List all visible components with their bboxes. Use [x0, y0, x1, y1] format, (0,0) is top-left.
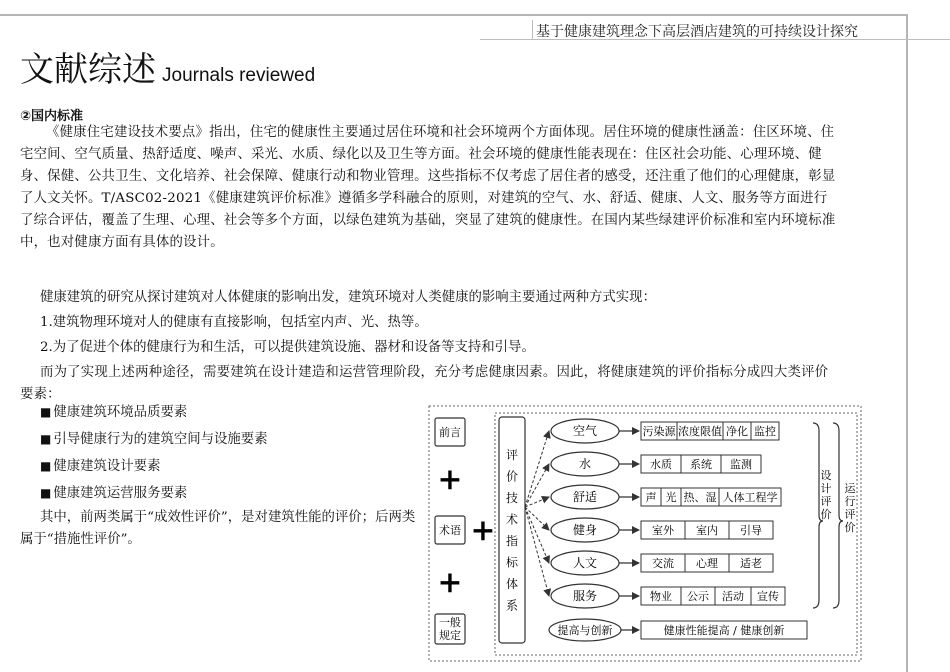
box-terms: [435, 516, 465, 544]
item-label: 热、湿: [683, 491, 717, 504]
category-label: 服务: [572, 589, 598, 603]
plus-sign: +: [470, 513, 496, 548]
item-label: 心理: [696, 557, 718, 570]
svg-text:规定: 规定: [439, 629, 461, 642]
paragraph-1: 《健康住宅建设技术要点》指出，住宅的健康性主要通过居住环境和社会环境两个方面体现。居住环境的健康性涵盖：住区环境、住宅空间、空气质量、热舒适度、噪声、采光、水质、绿化以及卫生等方面。社会环境的健康性能表现在：住区社会功能、心理环境、健身、保健、公共卫生、文化培养、社会保障、健康行动和物业管理。这些指标不仅考虑了居住者的感受，还注重了他们的心理健康，彰显了人文关怀。T/ASC02-2021《健康建筑评价标准》遵循多学科融合的原则，对建筑的空气、水、舒适、健康、人文、服务等方面进行了综合评估，覆盖了生理、心理、社会等多个方面，以绿色建筑为基础，突显了建筑的健康性。在国内某些绿建评价标准和室内环境标准中，也对健康方面有具体的设计。: [20, 125, 836, 250]
item-label: 物业: [650, 590, 672, 603]
paragraph-4: 而为了实现上述两种途径，需要建筑在设计建造和运营管理阶段，充分考虑健康因素。因此，将健康建筑的评价指标分成四大类评价要素：: [20, 365, 829, 402]
item-label: 水质: [650, 458, 672, 471]
bullet-mark: ■: [40, 486, 52, 500]
innovation-item: 健康性能提高 / 健康创新: [663, 624, 785, 637]
evaluation-diagram: [427, 403, 867, 665]
plus-sign: +: [437, 462, 463, 497]
category-row: [525, 485, 781, 509]
title-english: Journals reviewed: [162, 65, 316, 86]
fan-arrow: [525, 464, 549, 507]
item-label: 公示: [687, 590, 709, 603]
svg-text:前言: 前言: [439, 426, 461, 439]
item-label: 净化: [726, 425, 748, 438]
category-label: 水: [578, 457, 592, 471]
item-label: 浓度限值: [678, 425, 722, 438]
item-label: 室外: [652, 524, 674, 537]
bullet-mark: ■: [40, 459, 52, 473]
item-label: 监控: [754, 425, 776, 438]
svg-text:评价技术指标体系: 评价技术指标体系: [505, 448, 519, 613]
box-general-provisions: [435, 614, 465, 644]
innovation-label: 提高与创新: [557, 624, 613, 637]
running-title: 基于健康建筑理念下高层酒店建筑的可持续设计探究: [536, 24, 858, 40]
item-label: 污染源: [642, 425, 676, 438]
bullet-item: ■ 健康建筑环境品质要素: [40, 405, 188, 420]
svg-text:一般: 一般: [439, 616, 461, 629]
bullet-item: ■ 健康建筑运营服务要素: [40, 486, 188, 501]
section-heading: ②国内标准: [20, 109, 84, 124]
item-label: 监测: [730, 458, 752, 471]
fan-arrow: [525, 507, 549, 596]
box-foreword: [435, 418, 465, 446]
page-title: [20, 42, 315, 91]
header-divider: [532, 20, 533, 40]
fan-arrow: [525, 431, 549, 507]
margin-rule: [906, 14, 908, 672]
bullet-mark: ■: [40, 432, 52, 446]
item-label: 引导: [740, 524, 762, 537]
bullet-item: ■ 健康建筑设计要素: [40, 459, 161, 474]
svg-text:设计评价: 设计评价: [820, 469, 832, 521]
category-label: 人文: [572, 556, 598, 570]
svg-text:术语: 术语: [439, 524, 461, 537]
item-label: 适老: [740, 557, 762, 570]
innovation-row: [549, 619, 807, 641]
item-label: 宣传: [757, 590, 779, 603]
paragraph-5: 其中，前两类属于“成效性评价”，是对建筑性能的评价；后两类属于“措施性评价”。: [20, 510, 416, 547]
item-label: 系统: [690, 458, 712, 471]
item-label: 声: [645, 491, 657, 504]
category-label: 健身: [572, 523, 598, 537]
item-label: 室内: [696, 524, 718, 537]
category-label: 舒适: [572, 490, 598, 504]
category-label: 空气: [572, 424, 598, 438]
fan-arrow: [525, 507, 549, 563]
list-item-1: 1.建筑物理环境对人的健康有直接影响，包括室内声、光、热等。: [40, 315, 428, 330]
svg-text:运行评价: 运行评价: [844, 482, 856, 534]
bullet-item: ■ 引导健康行为的建筑空间与设施要素: [40, 432, 268, 447]
item-label: 活动: [722, 590, 744, 603]
list-item-2: 2.为了促进个体的健康行为和生活，可以提供建筑设施、器材和设备等支持和引导。: [40, 340, 535, 355]
title-chinese: 文献综述: [20, 50, 156, 90]
fan-arrow: [525, 497, 549, 507]
bullet-mark: ■: [40, 405, 52, 419]
paragraph-2: 健康建筑的研究从探讨建筑对人体健康的影响出发，建筑环境对人类健康的影响主要通过两种方式实现：: [40, 290, 656, 305]
item-label: 人体工程学: [722, 491, 778, 504]
category-row: [525, 507, 773, 575]
item-label: 光: [665, 491, 677, 504]
plus-sign: +: [437, 565, 463, 600]
item-label: 交流: [652, 557, 674, 570]
category-row: [525, 507, 773, 542]
box-evaluation-system: [499, 417, 525, 643]
header-rule: [0, 14, 908, 16]
bracket-operation: [833, 423, 843, 608]
